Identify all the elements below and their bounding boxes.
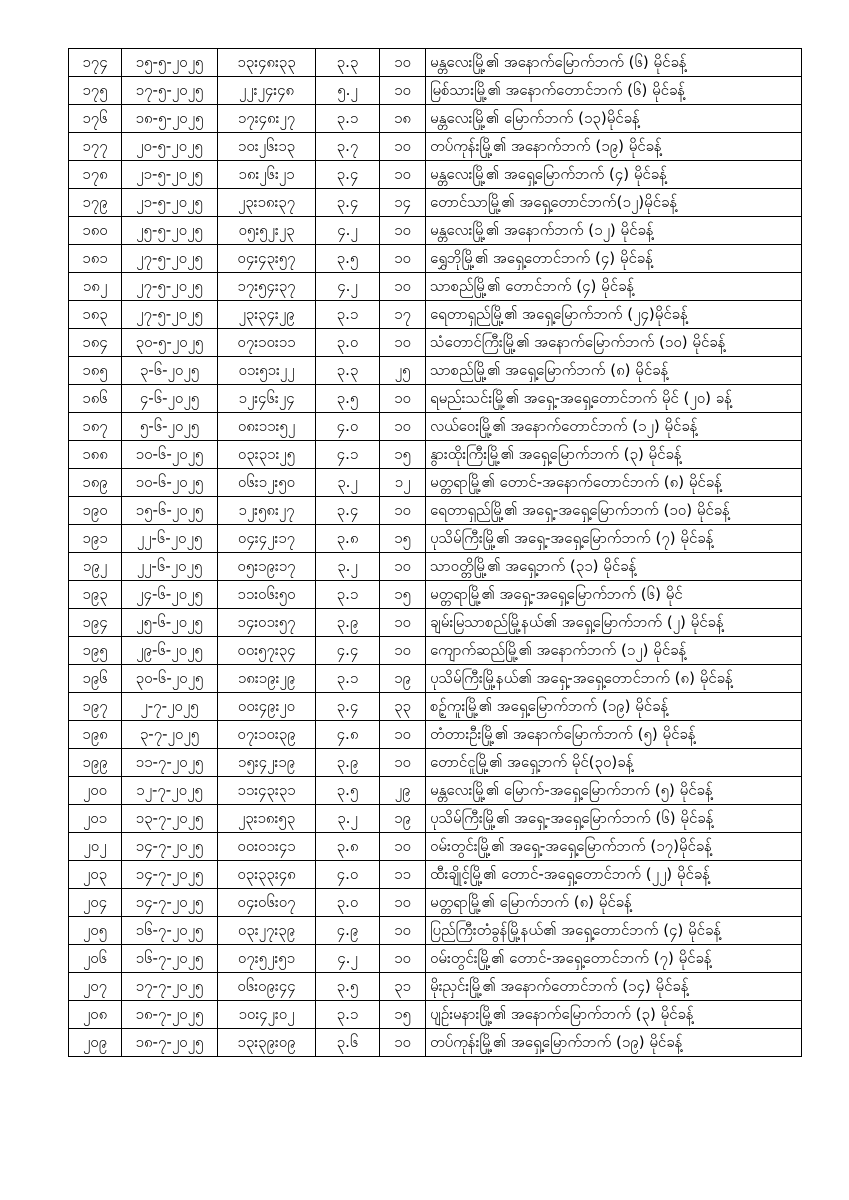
row-number-cell: ၁၈၄ xyxy=(69,329,122,357)
table-row xyxy=(69,581,802,609)
depth-cell: ၁၀ xyxy=(380,413,426,441)
table-row xyxy=(69,721,802,749)
date-cell: ၂၁-၅-၂၀၂၅ xyxy=(122,161,218,189)
date-cell: ၁၄-၇-၂၀၂၅ xyxy=(122,861,218,889)
table-row xyxy=(69,189,802,217)
magnitude-cell: ၃.၁ xyxy=(316,105,380,133)
location-cell: မြစ်သားမြို့၏ အနောက်တောင်ဘက် (၆) မိုင်ခန့် xyxy=(426,77,802,105)
magnitude-cell: ၃.၅ xyxy=(316,777,380,805)
row-number-cell: ၁၉၆ xyxy=(69,665,122,693)
location-cell: လယ်ဝေးမြို့၏ အနောက်တောင်ဘက် (၁၂) မိုင်ခန့် xyxy=(426,413,802,441)
row-number-cell: ၁၉၀ xyxy=(69,497,122,525)
depth-cell: ၁၀ xyxy=(380,497,426,525)
depth-cell: ၁၀ xyxy=(380,833,426,861)
magnitude-cell: ၃.၅ xyxy=(316,385,380,413)
magnitude-cell: ၃.၁ xyxy=(316,665,380,693)
table-row xyxy=(69,749,802,777)
time-cell: ၁၂း၅၈း၂၇ xyxy=(218,497,316,525)
row-number-cell: ၁၇၆ xyxy=(69,105,122,133)
depth-cell: ၁၀ xyxy=(380,385,426,413)
depth-cell: ၁၀ xyxy=(380,77,426,105)
row-number-cell: ၁၇၄ xyxy=(69,49,122,77)
time-cell: ၀၀း၄၉း၂၀ xyxy=(218,693,316,721)
time-cell: ၁၂း၄၆း၂၄ xyxy=(218,385,316,413)
earthquake-table xyxy=(68,48,802,1057)
time-cell: ၀၈း၁၁း၅၂ xyxy=(218,413,316,441)
table-row xyxy=(69,245,802,273)
location-cell: ဝမ်းတွင်းမြို့၏ အရှေ့-အရှေ့မြောက်ဘက် (၁၇)မိုင်ခန့် xyxy=(426,833,802,861)
location-cell: ရေတာရှည်မြို့၏ အရှေ့-အရှေ့မြောက်ဘက် (၁၀) မိုင်ခန့် xyxy=(426,497,802,525)
row-number-cell: ၁၈၅ xyxy=(69,357,122,385)
row-number-cell: ၁၈၇ xyxy=(69,413,122,441)
time-cell: ၀၇း၅၂း၅၁ xyxy=(218,945,316,973)
row-number-cell: ၁၉၁ xyxy=(69,525,122,553)
row-number-cell: ၂၀၃ xyxy=(69,861,122,889)
time-cell: ၀၃း၂၇း၃၉ xyxy=(218,917,316,945)
depth-cell: ၁၀ xyxy=(380,133,426,161)
date-cell: ၂၇-၅-၂၀၂၅ xyxy=(122,273,218,301)
date-cell: ၁၄-၇-၂၀၂၅ xyxy=(122,833,218,861)
magnitude-cell: ၃.၅ xyxy=(316,245,380,273)
date-cell: ၂၇-၅-၂၀၂၅ xyxy=(122,301,218,329)
table-row xyxy=(69,329,802,357)
location-cell: ပုသိမ်ကြီးမြို့နယ်၏ အရှေ့-အရှေ့တောင်ဘက် (၈) မိုင်ခန့် xyxy=(426,665,802,693)
location-cell: ပြည်ကြီးတံခွန်မြို့နယ်၏ အရှေ့တောင်ဘက် (၄) မိုင်ခန့် xyxy=(426,917,802,945)
time-cell: ၀၄း၄၂း၁၇ xyxy=(218,525,316,553)
depth-cell: ၁၉ xyxy=(380,665,426,693)
magnitude-cell: ၄.၂ xyxy=(316,945,380,973)
depth-cell: ၁၀ xyxy=(380,161,426,189)
row-number-cell: ၁၈၀ xyxy=(69,217,122,245)
location-cell: သာစည်မြို့၏ အရှေ့မြောက်ဘက် (၈) မိုင်ခန့် xyxy=(426,357,802,385)
row-number-cell: ၁၈၃ xyxy=(69,301,122,329)
time-cell: ၀၄း၄၃း၅၇ xyxy=(218,245,316,273)
table-row xyxy=(69,385,802,413)
date-cell: ၂-၇-၂၀၂၅ xyxy=(122,693,218,721)
table-row xyxy=(69,777,802,805)
time-cell: ၁၄း၀၁း၅၇ xyxy=(218,609,316,637)
table-row xyxy=(69,553,802,581)
location-cell: သာစည်မြို့၏ တောင်ဘက် (၄) မိုင်ခန့် xyxy=(426,273,802,301)
date-cell: ၁၄-၇-၂၀၂၅ xyxy=(122,889,218,917)
table-row xyxy=(69,973,802,1001)
time-cell: ၂၂း၂၄း၄၈ xyxy=(218,77,316,105)
magnitude-cell: ၄.၀ xyxy=(316,413,380,441)
row-number-cell: ၁၉၇ xyxy=(69,693,122,721)
location-cell: တောင်သာမြို့၏ အရှေ့တောင်ဘက်(၁၂)မိုင်ခန့် xyxy=(426,189,802,217)
date-cell: ၁၆-၇-၂၀၂၅ xyxy=(122,917,218,945)
time-cell: ၀၃း၃၃း၄၈ xyxy=(218,861,316,889)
time-cell: ၀၀း၀၁း၄၁ xyxy=(218,833,316,861)
magnitude-cell: ၃.၃ xyxy=(316,49,380,77)
location-cell: မိုးညှင်းမြို့၏ အနောက်တောင်ဘက် (၁၄) မိုင်ခန့် xyxy=(426,973,802,1001)
depth-cell: ၁၀ xyxy=(380,49,426,77)
table-row xyxy=(69,889,802,917)
date-cell: ၁၈-၅-၂၀၂၅ xyxy=(122,105,218,133)
depth-cell: ၁၅ xyxy=(380,1001,426,1029)
magnitude-cell: ၄.၀ xyxy=(316,861,380,889)
date-cell: ၂၅-၆-၂၀၂၅ xyxy=(122,609,218,637)
location-cell: ရမည်းသင်းမြို့၏ အရှေ့-အရှေ့တောင်ဘက် မိုင် (၂၀) ခန့် xyxy=(426,385,802,413)
depth-cell: ၁၀ xyxy=(380,749,426,777)
row-number-cell: ၁၉၃ xyxy=(69,581,122,609)
table-row xyxy=(69,1029,802,1057)
date-cell: ၃၀-၅-၂၀၂၅ xyxy=(122,329,218,357)
date-cell: ၃-၇-၂၀၂၅ xyxy=(122,721,218,749)
location-cell: မတ္တရာမြို့၏ တောင်-အနောက်တောင်ဘက် (၈) မိုင်ခန့် xyxy=(426,469,802,497)
magnitude-cell: ၃.၀ xyxy=(316,889,380,917)
location-cell: မတ္တရာမြို့၏ အရှေ့-အရှေ့မြောက်ဘက် (၆) မိုင် xyxy=(426,581,802,609)
magnitude-cell: ၃.၉ xyxy=(316,749,380,777)
row-number-cell: ၂၀၁ xyxy=(69,805,122,833)
magnitude-cell: ၄.၁ xyxy=(316,441,380,469)
row-number-cell: ၂၀၇ xyxy=(69,973,122,1001)
time-cell: ၁၃း၄၈း၃၃ xyxy=(218,49,316,77)
date-cell: ၃၀-၆-၂၀၂၅ xyxy=(122,665,218,693)
magnitude-cell: ၃.၂ xyxy=(316,553,380,581)
time-cell: ၀၃း၃၁း၂၅ xyxy=(218,441,316,469)
magnitude-cell: ၃.၉ xyxy=(316,609,380,637)
date-cell: ၁၆-၇-၂၀၂၅ xyxy=(122,945,218,973)
table-row xyxy=(69,217,802,245)
depth-cell: ၁၅ xyxy=(380,525,426,553)
row-number-cell: ၂၀၄ xyxy=(69,889,122,917)
location-cell: ရွှေဘိုမြို့၏ အရှေ့တောင်ဘက် (၄) မိုင်ခန့် xyxy=(426,245,802,273)
row-number-cell: ၂၀၆ xyxy=(69,945,122,973)
depth-cell: ၁၉ xyxy=(380,805,426,833)
magnitude-cell: ၅.၂ xyxy=(316,77,380,105)
time-cell: ၁၈း၁၉း၂၉ xyxy=(218,665,316,693)
depth-cell: ၁၀ xyxy=(380,637,426,665)
time-cell: ၂၃း၁၈း၅၃ xyxy=(218,805,316,833)
location-cell: သံတောင်ကြီးမြို့၏ အနောက်မြောက်ဘက် (၁၀) မိုင်ခန့် xyxy=(426,329,802,357)
date-cell: ၁၀-၆-၂၀၂၅ xyxy=(122,469,218,497)
magnitude-cell: ၃.၄ xyxy=(316,161,380,189)
magnitude-cell: ၃.၃ xyxy=(316,357,380,385)
magnitude-cell: ၃.၄ xyxy=(316,497,380,525)
table-row xyxy=(69,1001,802,1029)
location-cell: တပ်ကုန်းမြို့၏ အရှေ့မြောက်ဘက် (၁၉) မိုင်ခန့် xyxy=(426,1029,802,1057)
table-row xyxy=(69,833,802,861)
depth-cell: ၁၀ xyxy=(380,1029,426,1057)
table-row xyxy=(69,945,802,973)
row-number-cell: ၁၉၄ xyxy=(69,609,122,637)
table-row xyxy=(69,49,802,77)
time-cell: ၁၀း၄၂း၀၂ xyxy=(218,1001,316,1029)
time-cell: ၀၆း၁၂း၅၀ xyxy=(218,469,316,497)
table-row xyxy=(69,273,802,301)
table-row xyxy=(69,525,802,553)
date-cell: ၂၀-၅-၂၀၂၅ xyxy=(122,133,218,161)
depth-cell: ၁၀ xyxy=(380,945,426,973)
date-cell: ၅-၆-၂၀၂၅ xyxy=(122,413,218,441)
depth-cell: ၁၄ xyxy=(380,189,426,217)
location-cell: မန္တလေးမြို့၏ အရှေ့မြောက်ဘက် (၄) မိုင်ခန့် xyxy=(426,161,802,189)
row-number-cell: ၁၉၈ xyxy=(69,721,122,749)
table-row xyxy=(69,861,802,889)
magnitude-cell: ၄.၈ xyxy=(316,721,380,749)
time-cell: ၁၁း၀၆း၅၀ xyxy=(218,581,316,609)
row-number-cell: ၁၉၂ xyxy=(69,553,122,581)
location-cell: ပုသိမ်ကြီးမြို့၏ အရှေ့-အရှေ့မြောက်ဘက် (၇) မိုင်ခန့် xyxy=(426,525,802,553)
location-cell: ရေတာရှည်မြို့၏ အရှေ့မြောက်ဘက် (၂၄)မိုင်ခန့် xyxy=(426,301,802,329)
table-row xyxy=(69,609,802,637)
date-cell: ၂၉-၆-၂၀၂၅ xyxy=(122,637,218,665)
row-number-cell: ၁၉၅ xyxy=(69,637,122,665)
time-cell: ၀၇း၁၀း၁၁ xyxy=(218,329,316,357)
magnitude-cell: ၃.၁ xyxy=(316,1001,380,1029)
date-cell: ၁၅-၅-၂၀၂၅ xyxy=(122,49,218,77)
time-cell: ၂၃း၃၄း၂၉ xyxy=(218,301,316,329)
location-cell: တံတားဦးမြို့၏ အနောက်မြောက်ဘက် (၅) မိုင်ခန့် xyxy=(426,721,802,749)
magnitude-cell: ၃.၆ xyxy=(316,1029,380,1057)
location-cell: စဉ့်ကူးမြို့၏ အရှေ့မြောက်ဘက် (၁၉) မိုင်ခန့် xyxy=(426,693,802,721)
table-row xyxy=(69,301,802,329)
date-cell: ၂၅-၅-၂၀၂၅ xyxy=(122,217,218,245)
depth-cell: ၁၅ xyxy=(380,581,426,609)
table-row xyxy=(69,413,802,441)
location-cell: ချမ်းမြသာစည်မြို့နယ်၏ အရှေ့မြောက်ဘက် (၂) မိုင်ခန့် xyxy=(426,609,802,637)
magnitude-cell: ၃.၄ xyxy=(316,693,380,721)
row-number-cell: ၁၈၈ xyxy=(69,441,122,469)
row-number-cell: ၂၀၅ xyxy=(69,917,122,945)
date-cell: ၂၁-၅-၂၀၂၅ xyxy=(122,189,218,217)
magnitude-cell: ၃.၇ xyxy=(316,133,380,161)
depth-cell: ၁၀ xyxy=(380,917,426,945)
time-cell: ၁၇း၅၄း၃၇ xyxy=(218,273,316,301)
table-row xyxy=(69,665,802,693)
depth-cell: ၁၂ xyxy=(380,469,426,497)
date-cell: ၂၄-၆-၂၀၂၅ xyxy=(122,581,218,609)
row-number-cell: ၁၈၆ xyxy=(69,385,122,413)
magnitude-cell: ၃.၂ xyxy=(316,805,380,833)
date-cell: ၁၁-၇-၂၀၂၅ xyxy=(122,749,218,777)
location-cell: မန္တလေးမြို့၏ အနောက်မြောက်ဘက် (၆) မိုင်ခန့် xyxy=(426,49,802,77)
depth-cell: ၃၃ xyxy=(380,693,426,721)
depth-cell: ၁၀ xyxy=(380,553,426,581)
row-number-cell: ၁၉၉ xyxy=(69,749,122,777)
time-cell: ၀၁း၅၁း၂၂ xyxy=(218,357,316,385)
date-cell: ၂၂-၆-၂၀၂၅ xyxy=(122,553,218,581)
depth-cell: ၃၁ xyxy=(380,973,426,1001)
table-row xyxy=(69,105,802,133)
location-cell: မန္တလေးမြို့၏ မြောက်ဘက် (၁၃)မိုင်ခန့် xyxy=(426,105,802,133)
date-cell: ၄-၆-၂၀၂၅ xyxy=(122,385,218,413)
location-cell: ပျဉ်းမနားမြို့၏ အနောက်မြောက်ဘက် (၃) မိုင်ခန့် xyxy=(426,1001,802,1029)
row-number-cell: ၂၀၈ xyxy=(69,1001,122,1029)
table-row xyxy=(69,805,802,833)
location-cell: မန္တလေးမြို့၏ မြောက်-အရှေ့မြောက်ဘက် (၅) မိုင်ခန့် xyxy=(426,777,802,805)
table-row xyxy=(69,441,802,469)
time-cell: ၁၀း၂၆း၁၃ xyxy=(218,133,316,161)
date-cell: ၁၃-၇-၂၀၂၅ xyxy=(122,805,218,833)
location-cell: ထီးချိုင့်မြို့၏ တောင်-အရှေ့တောင်ဘက် (၂၂) မိုင်ခန့် xyxy=(426,861,802,889)
depth-cell: ၁၀ xyxy=(380,609,426,637)
table-row xyxy=(69,917,802,945)
row-number-cell: ၂၀၉ xyxy=(69,1029,122,1057)
row-number-cell: ၁၈၉ xyxy=(69,469,122,497)
depth-cell: ၁၀ xyxy=(380,889,426,917)
table-row xyxy=(69,133,802,161)
row-number-cell: ၁၇၅ xyxy=(69,77,122,105)
table-row xyxy=(69,693,802,721)
time-cell: ၀၅း၅၂း၂၃ xyxy=(218,217,316,245)
row-number-cell: ၁၇၉ xyxy=(69,189,122,217)
date-cell: ၁၅-၆-၂၀၂၅ xyxy=(122,497,218,525)
time-cell: ၀၄း၀၆း၀၇ xyxy=(218,889,316,917)
time-cell: ၀၇း၁၀း၃၉ xyxy=(218,721,316,749)
row-number-cell: ၂၀၀ xyxy=(69,777,122,805)
magnitude-cell: ၃.၁ xyxy=(316,301,380,329)
magnitude-cell: ၄.၉ xyxy=(316,917,380,945)
magnitude-cell: ၃.၅ xyxy=(316,973,380,1001)
location-cell: ပုသိမ်ကြီးမြို့၏ အရှေ့-အရှေ့မြောက်ဘက် (၆) မိုင်ခန့် xyxy=(426,805,802,833)
date-cell: ၁၇-၇-၂၀၂၅ xyxy=(122,973,218,1001)
magnitude-cell: ၃.၀ xyxy=(316,329,380,357)
row-number-cell: ၁၈၁ xyxy=(69,245,122,273)
magnitude-cell: ၃.၁ xyxy=(316,581,380,609)
time-cell: ၀၅း၁၉း၁၇ xyxy=(218,553,316,581)
location-cell: တောင်ငူမြို့၏ အရှေ့ဘက် မိုင်(၃၀)ခန့် xyxy=(426,749,802,777)
date-cell: ၁၈-၇-၂၀၂၅ xyxy=(122,1001,218,1029)
depth-cell: ၁၀ xyxy=(380,245,426,273)
date-cell: ၁၈-၇-၂၀၂၅ xyxy=(122,1029,218,1057)
magnitude-cell: ၃.၈ xyxy=(316,525,380,553)
date-cell: ၂၂-၆-၂၀၂၅ xyxy=(122,525,218,553)
table-row xyxy=(69,357,802,385)
depth-cell: ၁၅ xyxy=(380,441,426,469)
location-cell: ကျောက်ဆည်မြို့၏ အနောက်ဘက် (၁၂) မိုင်ခန့် xyxy=(426,637,802,665)
magnitude-cell: ၄.၂ xyxy=(316,273,380,301)
time-cell: ၁၁း၄၃း၃၁ xyxy=(218,777,316,805)
location-cell: တပ်ကုန်းမြို့၏ အနောက်ဘက် (၁၉) မိုင်ခန့် xyxy=(426,133,802,161)
time-cell: ၁၈း၂၆း၂၁ xyxy=(218,161,316,189)
magnitude-cell: ၃.၄ xyxy=(316,189,380,217)
time-cell: ၁၃း၃၉း၀၉ xyxy=(218,1029,316,1057)
table-row xyxy=(69,497,802,525)
magnitude-cell: ၄.၂ xyxy=(316,217,380,245)
table-row xyxy=(69,469,802,497)
date-cell: ၁၂-၇-၂၀၂၅ xyxy=(122,777,218,805)
time-cell: ၂၃း၁၈း၃၇ xyxy=(218,189,316,217)
table-row xyxy=(69,161,802,189)
magnitude-cell: ၃.၂ xyxy=(316,469,380,497)
depth-cell: ၁၀ xyxy=(380,329,426,357)
depth-cell: ၁၁ xyxy=(380,861,426,889)
date-cell: ၁၇-၅-၂၀၂၅ xyxy=(122,77,218,105)
date-cell: ၁၀-၆-၂၀၂၅ xyxy=(122,441,218,469)
depth-cell: ၁၀ xyxy=(380,217,426,245)
location-cell: ဝမ်းတွင်းမြို့၏ တောင်-အရှေ့တောင်ဘက် (၇) မိုင်ခန့် xyxy=(426,945,802,973)
depth-cell: ၁၈ xyxy=(380,105,426,133)
row-number-cell: ၁၇၇ xyxy=(69,133,122,161)
location-cell: သာဝတ္တိမြို့၏ အရှေ့ဘက် (၃၁) မိုင်ခန့် xyxy=(426,553,802,581)
row-number-cell: ၂၀၂ xyxy=(69,833,122,861)
time-cell: ၀၆း၀၉း၄၄ xyxy=(218,973,316,1001)
magnitude-cell: ၄.၄ xyxy=(316,637,380,665)
location-cell: မန္တလေးမြို့၏ အနောက်ဘက် (၁၂) မိုင်ခန့် xyxy=(426,217,802,245)
depth-cell: ၁၀ xyxy=(380,273,426,301)
location-cell: နွားထိုးကြီးမြို့၏ အရှေ့မြောက်ဘက် (၃) မိုင်ခန့် xyxy=(426,441,802,469)
depth-cell: ၁၀ xyxy=(380,721,426,749)
depth-cell: ၁၇ xyxy=(380,301,426,329)
depth-cell: ၂၅ xyxy=(380,357,426,385)
time-cell: ၀၀း၅၇း၃၄ xyxy=(218,637,316,665)
row-number-cell: ၁၈၂ xyxy=(69,273,122,301)
date-cell: ၂၇-၅-၂၀၂၅ xyxy=(122,245,218,273)
table-row xyxy=(69,637,802,665)
row-number-cell: ၁၇၈ xyxy=(69,161,122,189)
table-body xyxy=(69,49,802,1057)
magnitude-cell: ၃.၈ xyxy=(316,833,380,861)
time-cell: ၁၇း၄၈း၂၇ xyxy=(218,105,316,133)
time-cell: ၁၅း၄၂း၁၉ xyxy=(218,749,316,777)
location-cell: မတ္တရာမြို့၏ မြောက်ဘက် (၈) မိုင်ခန့် xyxy=(426,889,802,917)
date-cell: ၃-၆-၂၀၂၅ xyxy=(122,357,218,385)
depth-cell: ၂၉ xyxy=(380,777,426,805)
table-row xyxy=(69,77,802,105)
